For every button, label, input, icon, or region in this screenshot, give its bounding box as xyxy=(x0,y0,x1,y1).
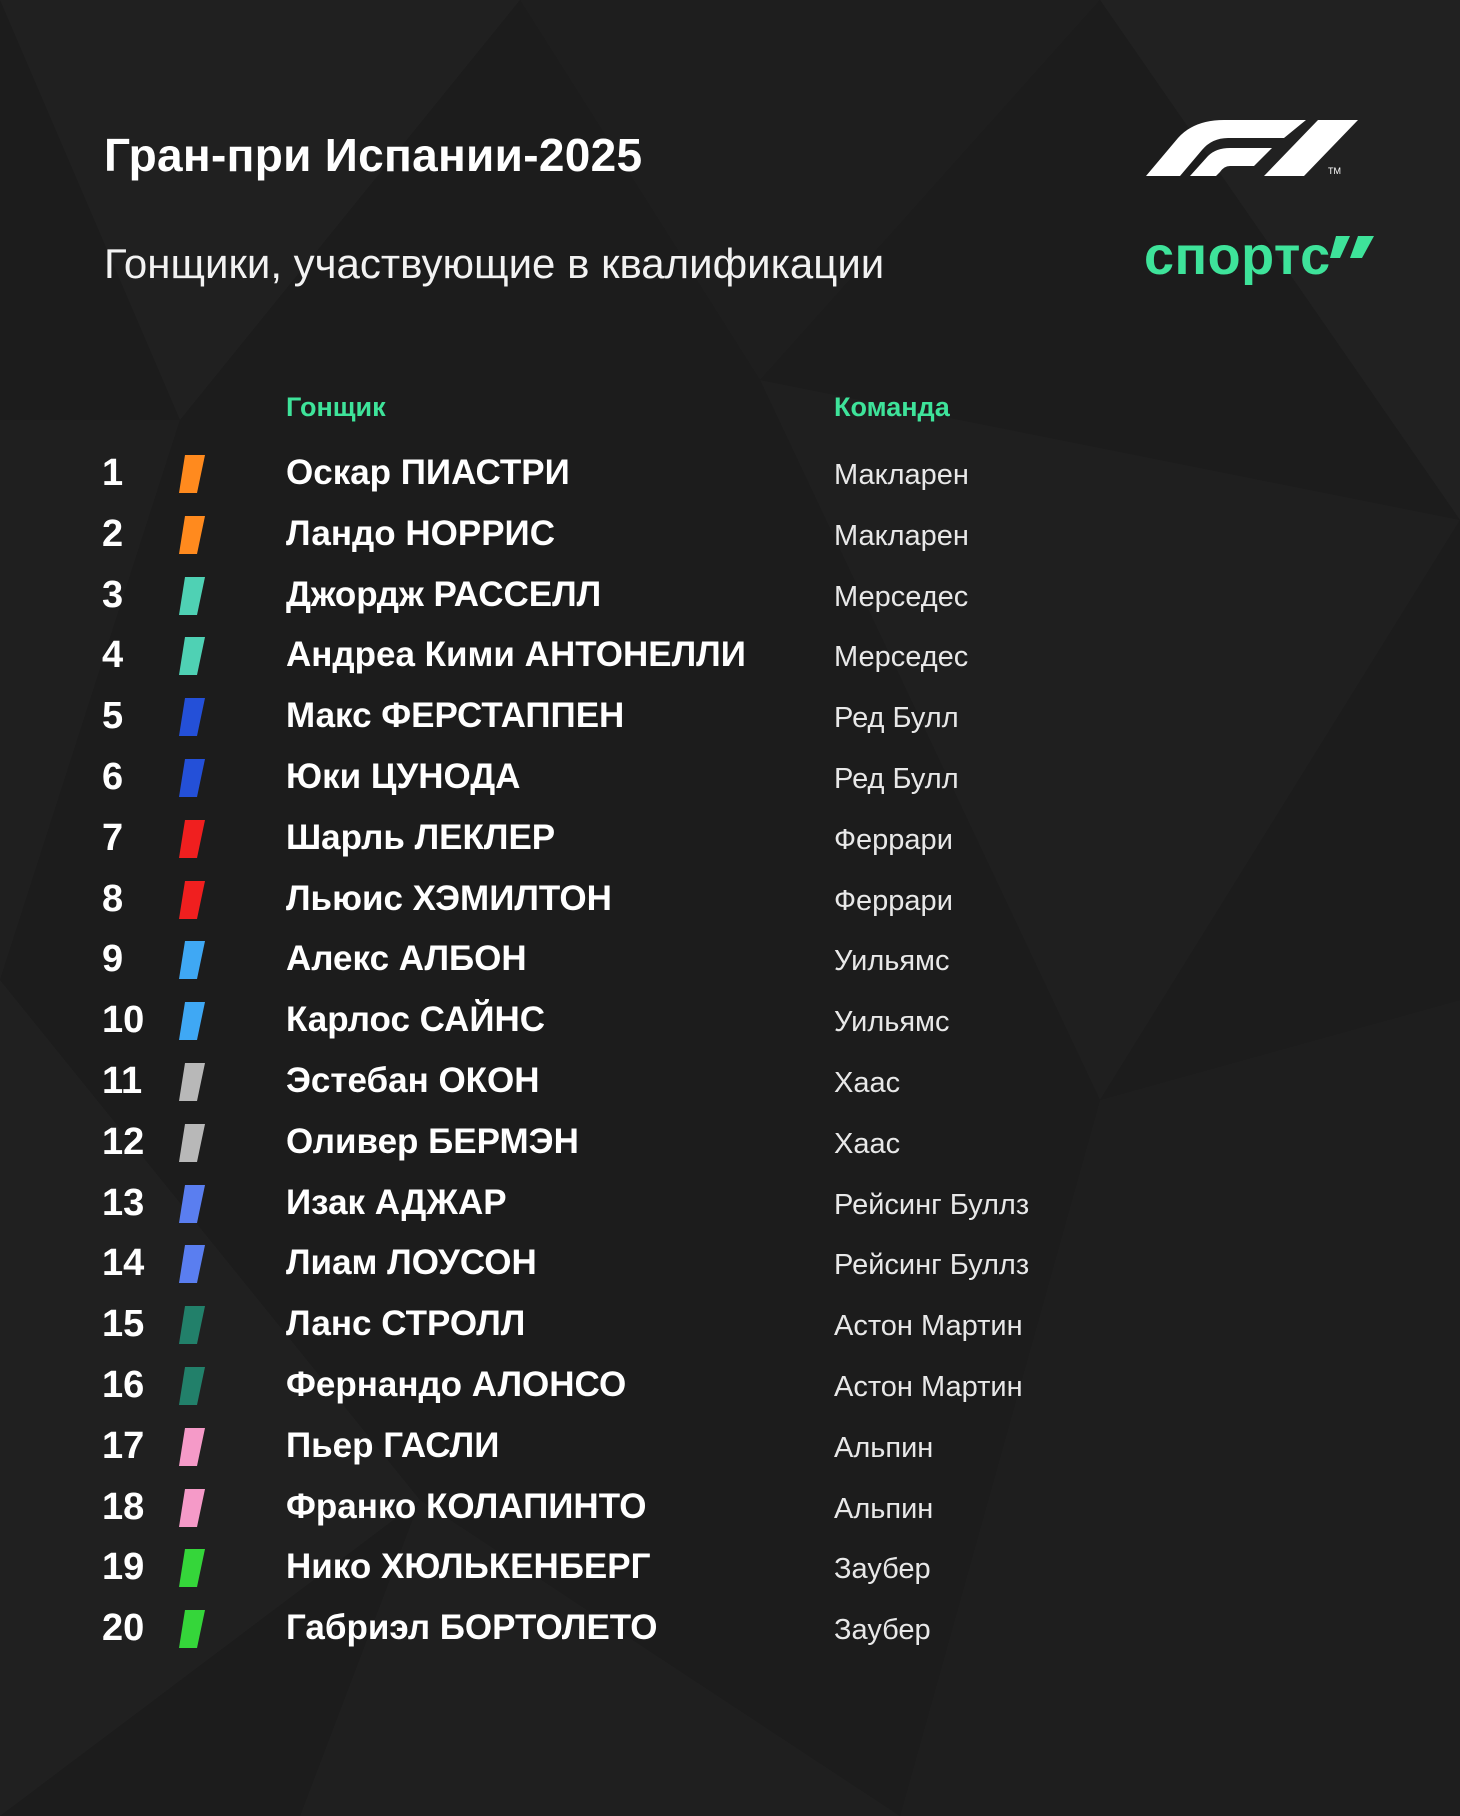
position-number: 13 xyxy=(102,1181,145,1224)
team-color-flag-icon xyxy=(179,1185,205,1223)
driver-row xyxy=(0,1117,1460,1178)
driver-row xyxy=(0,1482,1460,1543)
driver-name: Франко КОЛАПИНТО xyxy=(286,1486,647,1526)
driver-name: Джордж РАССЕЛЛ xyxy=(286,574,602,614)
team-name: Хаас xyxy=(834,1066,901,1099)
team-color-flag-icon xyxy=(179,820,205,858)
driver-row xyxy=(0,934,1460,995)
position-number: 15 xyxy=(102,1303,145,1346)
svg-text:TM: TM xyxy=(1328,166,1341,176)
driver-name: Нико ХЮЛЬКЕНБЕРГ xyxy=(286,1547,651,1587)
position-number: 8 xyxy=(102,877,124,920)
position-number: 18 xyxy=(102,1485,145,1528)
team-name: Астон Мартин xyxy=(834,1310,1023,1343)
driver-row xyxy=(0,995,1460,1056)
driver-name: Оливер БЕРМЭН xyxy=(286,1121,579,1161)
driver-row xyxy=(0,1421,1460,1482)
team-color-flag-icon xyxy=(179,1306,205,1344)
driver-name: Изак АДЖАР xyxy=(286,1182,507,1222)
team-name: Уильямс xyxy=(834,945,950,978)
driver-name: Эстебан ОКОН xyxy=(286,1060,540,1100)
team-color-flag-icon xyxy=(179,1610,205,1648)
driver-row xyxy=(0,1238,1460,1299)
driver-name: Фернандо АЛОНСО xyxy=(286,1364,627,1404)
position-number: 9 xyxy=(102,938,124,981)
driver-name: Шарль ЛЕКЛЕР xyxy=(286,817,556,857)
driver-row xyxy=(0,630,1460,691)
team-name: Альпин xyxy=(834,1431,934,1464)
team-name: Астон Мартин xyxy=(834,1370,1023,1403)
team-color-flag-icon xyxy=(179,516,205,554)
team-name: Феррари xyxy=(834,823,953,856)
driver-name: Лиам ЛОУСОН xyxy=(286,1243,537,1283)
position-number: 19 xyxy=(102,1546,145,1589)
position-number: 5 xyxy=(102,695,124,738)
position-number: 20 xyxy=(102,1607,145,1650)
column-header-team: Команда xyxy=(834,392,950,422)
driver-name: Ланс СТРОЛЛ xyxy=(286,1304,526,1344)
team-color-flag-icon xyxy=(179,1245,205,1283)
drivers-list xyxy=(0,448,1460,1664)
sports-logo-mark-icon xyxy=(1330,236,1374,260)
team-color-flag-icon xyxy=(179,1002,205,1040)
driver-row xyxy=(0,874,1460,935)
sports-logo: спортс xyxy=(1144,226,1331,286)
driver-name: Карлос САЙНС xyxy=(286,1000,546,1040)
driver-name: Макс ФЕРСТАППЕН xyxy=(286,696,625,736)
team-name: Рейсинг Буллз xyxy=(834,1188,1030,1221)
driver-row xyxy=(0,448,1460,509)
driver-name: Алекс АЛБОН xyxy=(286,939,527,979)
driver-row xyxy=(0,1299,1460,1360)
team-color-flag-icon xyxy=(179,698,205,736)
position-number: 11 xyxy=(102,1059,143,1102)
position-number: 1 xyxy=(102,452,124,494)
driver-row xyxy=(0,1360,1460,1421)
position-number: 7 xyxy=(102,816,124,859)
team-color-flag-icon xyxy=(179,1367,205,1405)
team-name: Альпин xyxy=(834,1492,934,1525)
team-name: Феррари xyxy=(834,884,953,917)
driver-row xyxy=(0,1056,1460,1117)
position-number: 4 xyxy=(102,634,124,677)
team-name: Макларен xyxy=(834,459,969,491)
driver-name: Оскар ПИАСТРИ xyxy=(286,453,570,492)
driver-row xyxy=(0,1603,1460,1664)
team-color-flag-icon xyxy=(179,1489,205,1527)
page-title: Гран-при Испании-2025 xyxy=(104,129,643,181)
team-color-flag-icon xyxy=(179,1549,205,1587)
team-color-flag-icon xyxy=(179,881,205,919)
position-number: 3 xyxy=(102,573,124,616)
position-number: 16 xyxy=(102,1363,145,1406)
driver-row xyxy=(0,691,1460,752)
column-header-driver: Гонщик xyxy=(286,392,386,422)
driver-name: Андреа Кими АНТОНЕЛЛИ xyxy=(286,635,746,675)
driver-name: Юки ЦУНОДА xyxy=(286,756,521,796)
position-number: 2 xyxy=(102,512,124,555)
team-color-flag-icon xyxy=(179,759,205,797)
driver-name: Габриэл БОРТОЛЕТО xyxy=(286,1608,658,1648)
driver-name: Льюис ХЭМИЛТОН xyxy=(286,878,612,918)
driver-row xyxy=(0,813,1460,874)
team-name: Макларен xyxy=(834,519,969,552)
driver-row xyxy=(0,1542,1460,1603)
team-color-flag-icon xyxy=(179,577,205,615)
position-number: 10 xyxy=(102,999,145,1042)
driver-name: Пьер ГАСЛИ xyxy=(286,1425,500,1465)
driver-row xyxy=(0,509,1460,570)
team-name: Уильямс xyxy=(834,1006,950,1039)
team-name: Рейсинг Буллз xyxy=(834,1249,1030,1282)
team-color-flag-icon xyxy=(179,1428,205,1466)
position-number: 12 xyxy=(102,1120,145,1163)
position-number: 6 xyxy=(102,755,124,798)
team-color-flag-icon xyxy=(179,1124,205,1162)
team-name: Заубер xyxy=(834,1614,931,1647)
team-color-flag-icon xyxy=(179,455,205,493)
team-name: Хаас xyxy=(834,1127,901,1160)
team-name: Мерседес xyxy=(834,580,969,613)
position-number: 14 xyxy=(102,1242,145,1285)
team-color-flag-icon xyxy=(179,941,205,979)
page-subtitle: Гонщики, участвующие в квалификации xyxy=(104,240,885,287)
team-name: Мерседес xyxy=(834,641,969,674)
driver-row xyxy=(0,752,1460,813)
f1-logo-icon xyxy=(1146,118,1358,176)
team-name: Заубер xyxy=(834,1553,931,1586)
driver-name: Ландо НОРРИС xyxy=(286,513,555,553)
team-color-flag-icon xyxy=(179,637,205,675)
team-name: Ред Булл xyxy=(834,702,959,735)
driver-row xyxy=(0,1178,1460,1239)
driver-row xyxy=(0,570,1460,631)
team-name: Ред Булл xyxy=(834,762,959,795)
position-number: 17 xyxy=(102,1424,145,1467)
team-color-flag-icon xyxy=(179,1063,205,1101)
